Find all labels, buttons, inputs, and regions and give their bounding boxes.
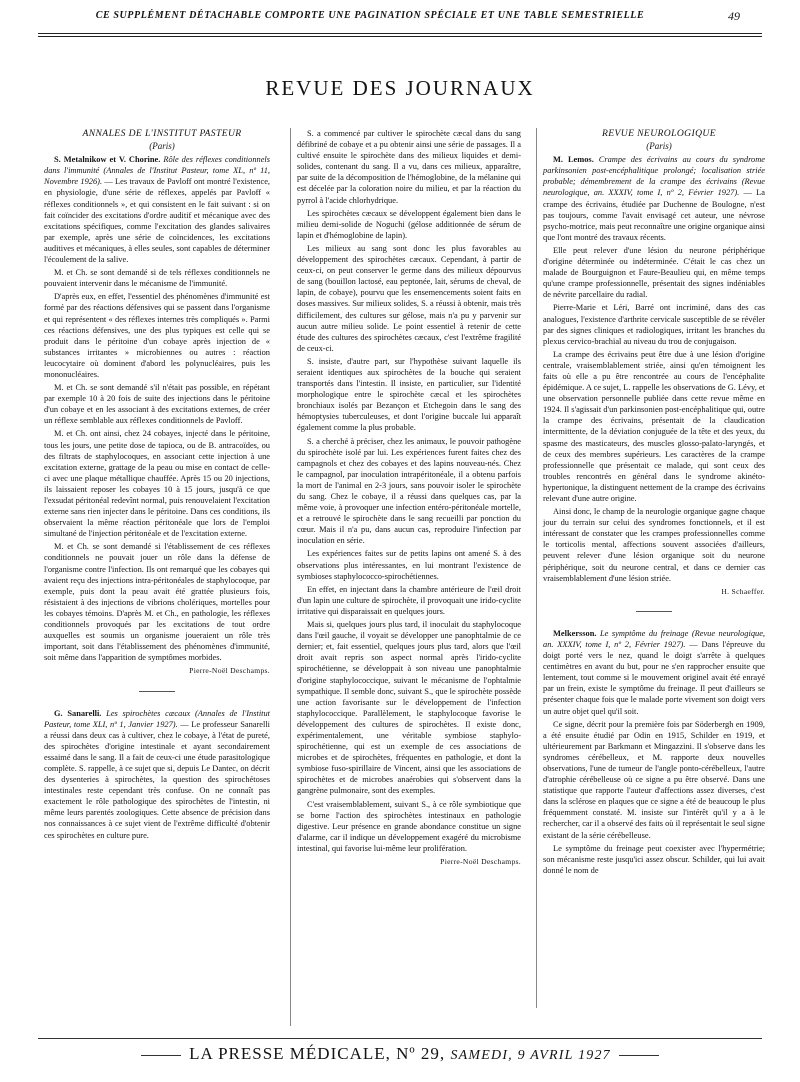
article-separator [139, 691, 175, 692]
article-paragraph: C'est vraisemblablement, suivant S., à ce rôle symbiotique que se borne l'action des spirochètes intestinaux en pathologie digestive. Leur présence en grande abondance constitue un signe d'alarme, car il indique un développement exagéré du microbisme intestinal, qui favorise lui-même leur prolifération. [297, 799, 521, 853]
article-title: Rôle des réflexes conditionnels dans l'immunité (Annales de l'Institut Pasteur, tome XL, nº 11, Novembre 1926). [44, 155, 270, 187]
article-paragraph: Les expériences faites sur de petits lapins ont amené S. à des observations plus intéressantes, en lui montrant l'existence de symbioses staphylococco-spirochétiennes. [297, 549, 521, 581]
article-paragraph: Les spirochètes cæcaux se développent également bien dans le milieu demi-solide de Noguchi (gélose additionnée de sérum de lapin et d'hémoglobine de lapin). [297, 208, 521, 240]
review-article [44, 708, 270, 841]
footer [0, 1044, 800, 1064]
journal-city: (Paris) [149, 141, 175, 152]
footer-date: SAMEDI, 9 AVRIL 1927 [450, 1048, 611, 1063]
article-paragraph: La crampe des écrivains peut être due à une lésion d'origine centrale, vraisemblablement striée, ainsi qu'en témoignent les faits où elle a pu être rencontrée au cours de l'encéphalite épidémique. A ce sujet, L. rappelle les observations de G. Lévy, et une observation personnelle publiée dans cette revue même en 1924. Il s'agissait d'un parkinsonien post-encéphalitique qui, outre la crampe des écrivains, présentait de la claudication intermittente, de la déviation conjuguée de la tête et des yeux, du spasme des masticateurs, des muscles glosso-palato-laryngés, et de ceux des membres supérieurs. Les caractères de la crampe professionnelle que présentait ce malade, qui sont ceux des troubles rencontrés en général dans le syndrome akinéto-hypertonique, la distinguent nettement de la crampe des écrivains relevant d'une autre origine. [543, 349, 765, 503]
article-paragraph: Les milieux au sang sont donc les plus favorables au développement des spirochètes cæcaux. Cependant, à partir de ceux-ci, on peut conserver le germe dans des milieux dépourvus de sang (bouillon lactosé, eau peptonée, lait, sérums de cheval, de lapin, de cobaye), pourvu que les ensemencements soient faits en doses massives. Sur milieux solides, S. a réussi à obtenir, mais très difficilement, des cultures sur gélose, mais n'a pu y parvenir sur aucun autre milieu solide. Le point essentiel à retenir de cette étude des cultures des spirochètes cæcaux, c'est l'extrême fragilité de ceux-ci. [297, 243, 521, 353]
review-article [543, 628, 765, 876]
article-paragraph: S. a cherché à préciser, chez les animaux, le pouvoir pathogène du spirochète isolé par lui. Les expériences furent faites chez des campagnols et chez des cobayes et des lapins nouveau-nés. Chez le campagnol, par inoculation intrapéritonéale, il a obtenu parfois la mort de l'animal en 2-3 jours, sans pouvoir isoler le spirochète du sang. Chez le cobaye, il a réussi dans quelques cas, par la même voie, à provoquer une infection entéro-péritonéale mortelle, et a retrouvé le spirochète dans le sang recueilli par ponction du cœur. Mais il n'a pu, dans aucun cas, reproduire l'infection par inoculation en série. [297, 436, 521, 546]
footer-dash-left [141, 1055, 181, 1056]
article-paragraph: Le symptôme du freinage peut coexister avec l'hypermétrie; son mécanisme reste jusqu'ici assez obscur. Schilder, qui lui avait donné le nom de [543, 843, 765, 875]
article-author: G. Sanarelli. [54, 708, 102, 718]
supplement-notice: CE SUPPLÉMENT DÉTACHABLE COMPORTE UNE PAGINATION SPÉCIALE ET UNE TABLE SEMESTRIELLE [95, 10, 645, 21]
article-paragraph: S. a commencé par cultiver le spirochète cæcal dans du sang défibriné de cobaye et a pu obtenir ainsi une série de passages. Il a cultivé ensuite le spirochète dans des milieux liquides et demi-solides, contenant du sang. Il a vu, dans ces milieux, apparaître, par suite de la décomposition de l'hémoglobine, de la mélanine qui est décelée par la coloration noire du milieu, et par la réaction du pyrrol à l'acide chlorhydrique. [297, 129, 521, 205]
article-paragraph: Ce signe, décrit pour la première fois par Söderbergh en 1909, a été ensuite étudié par Odin en 1915, Schilder en 1919, et ultérieurement par Barkmann et Mingazzini. Il s'observe dans les syndromes cérébelleux, et M. rapporte deux nouvelles observations, l'une de tumeur de l'angle ponto-cérébelleux, l'autre d'atrophie cérébelleuse où ce signe a pu être observé. Dans une statistique que rapporte l'auteur d'affections assez diverses, c'est dans la sclérose en plaques que ce signe a été de beaucoup le plus fréquemment constaté. M. insiste sur l'intérêt qu'il y a à le rechercher, car il a observé des faits où il représentait le seul signe existant de la série cérébelleuse. [543, 719, 765, 840]
article-paragraph: — Les travaux de Pavloff ont montré l'existence, en physiologie, d'une série de réflexes, appelés par Pavloff « réflexes conditionnels », et qui consistent en le fait suivant : si on fait coïncider des excitations d'ordre auditif et mécanique avec des excitations spécifiques, comme l'excitation des glandes salivaires par exemple, après une série de coïncidences, les excitations auditives et mécaniques, à elles seules, sont capables de déterminer l'écoulement de la salive. [44, 177, 270, 265]
article-paragraph: — Le professeur Sanarelli a réussi dans deux cas à cultiver, chez le cobaye, à l'état de pureté, des spirochètes d'origine intestinale et ayant secondairement essaimé dans le sang. Il a fait de ceux-ci une étude parasitologique complète. S. rappelle, à ce sujet que si, depuis Le Dantec, on décrit des dysenteries à spirochètes, la question des spirochétoses intestinales reste cependant très confuse. On ne connaît pas exactement le rôle pathologique des spirochètes de l'intestin, ni même leurs parentés zoologiques. Cette absence de précision dans nos connaissances à ce sujet vient de l'extrême difficulté d'obtenir ces spirochètes en culture pure. [44, 719, 270, 840]
review-article [44, 154, 270, 676]
column-middle [290, 128, 521, 1026]
article-author: M. Lemos. [553, 155, 594, 165]
section-title: REVUE DES JOURNAUX [265, 76, 535, 100]
article-signature: Pierre-Noël Deschamps. [440, 857, 521, 866]
journal-name: REVUE NEUROLOGIQUE [601, 128, 717, 139]
column-left [44, 128, 270, 1048]
footer-dash-right [619, 1055, 659, 1056]
journal-city: (Paris) [646, 141, 672, 152]
article-paragraph: M. et Ch. se sont demandé si l'établissement de ces réflexes conditionnels ne pouvait jouer un rôle dans la défense de l'organisme contre l'infection. Ils ont remarqué que les cobayes qui avaient reçu des injections intra-péritonéales de staphylocoque, par exemple, puis dont la peau avait été grattée plusieurs fois, résistaient à des injections de vibrions cholériques, mortelles pour les cobayes témoins. D'après M. et Ch., en pathologie, les réflexes conditionnels provoqués par les excitations de tout ordre auxquelles est soumis un organisme joueraient un rôle très important, soit dans l'établissement des phénomènes d'immunité, soit même dans l'apparition de symptômes morbides. [44, 542, 270, 663]
header-rule-thin [38, 36, 762, 37]
article-paragraph: Elle peut relever d'une lésion du neurone périphérique d'origine déterminée ou indéterminée. C'était le cas chez un malade de Bourguignon et Faure-Beaulieu qui, en même temps qu'une crampe professionnelle, présentait des signes indéniables de névrite parcellaire du radial. [543, 245, 765, 300]
footer-title: LA PRESSE MÉDICALE, Nº 29, [189, 1044, 446, 1063]
page-number: 49 [728, 9, 740, 23]
article-author: S. Metalnikow et V. Chorine. [54, 155, 161, 165]
article-paragraph: Ainsi donc, le champ de la neurologie organique gagne chaque jour du terrain sur celui des syndromes fonctionnels, et il est intéressant de constater que les crampes professionnelles comme le torticolis mental, affections souvent associées d'ailleurs, peuvent relever d'une lésion organique soit du neurone périphérique, soit du neurone central, et dans ce dernier cas vraisemblablement d'une lésion striée. [543, 507, 765, 583]
article-paragraph: S. insiste, d'autre part, sur l'hypothèse suivant laquelle ils seraient identiques aux spirochètes de la bouche qui seraient transportés dans l'intestin. Il insiste, en particulier, sur l'identité morphologique entre le spirochète cæcal et les spirochètes bronchiaux isolés par Bezançon et Etchegoin dans le sang des hémoptysies tuberculeuses, et dont l'origine buccale lui apparaît également comme la plus probable. [297, 356, 521, 433]
article-paragraph: M. et Ch. se sont demandé s'il n'était pas possible, en répétant par exemple 10 à 20 fois de suite des injections dans le péritoine d'un cobaye et en les associant à des excitations externes, de créer un réflexe semblable aux réflexes conditionnels de Pavloff. [44, 383, 270, 426]
column-right [536, 128, 765, 1008]
article-separator [636, 611, 672, 612]
article-paragraph: Mais si, quelques jours plus tard, il inoculait du staphylocoque dans l'œil gauche, il voyait se développer une panophtalmie de ce dernier; et, fait essentiel, quelques jours plus tard, alors que l'œil droit avait repris son aspect normal après l'irido-cyclite spirochétienne, se développait à son niveau une panophtalmie d'origine staphylococcique, suivant le mécanisme de l'ophtalmie sympathique. Il semble donc, suivant S., que le spirochète possède une action favorisante sur le développement de l'infection staphylococcique. Parallèlement, le staphylocoque favorise le développement des cultures de spirochètes. Il existe donc, expérimentalement, une véritable symbiose staphylo-spirochétienne, qui est un exemple de ces associations de microbes et de spirochètes, fréquentes en pathologie, et dont la symbiose fuso-spirillaire de Vincent, ainsi que les associations de spirochètes et de microbes anaérobies qui s'observent dans la gangrène pulmonaire, sont des exemples. [297, 620, 521, 796]
article-paragraph: D'après eux, en effet, l'essentiel des phénomènes d'immunité est formé par des réactions défensives qui se passent dans l'organisme et qui représentent « des réflexes internes très compliqués ». Parmi ces réactions défensives, une des plus typiques est celle qui se produit dans le péritoine d'un cobaye après injection de « substances irritantes » microbiennes ou autres : réaction leucocytaire où dominent d'abord les polynucléaires, puis les mononucléaires. [44, 292, 270, 379]
article-author: Melkersson. [553, 628, 597, 638]
article-title: Les spirochètes cæcaux (Annales de l'Institut Pasteur, tome XLI, nº 1, Janvier 1927). [44, 708, 270, 729]
article-signature: Pierre-Noël Deschamps. [189, 666, 270, 676]
article-signature: H. Schaeffer. [721, 586, 765, 596]
footer-rule [38, 1038, 762, 1039]
article-title: Crampe des écrivains au cours du syndrome parkinsonien post-encéphalitique prolongé; localisation striée probable; démembrement de la crampe des écrivains (Revue neurologique, an. XXXIV, tome I, nº 2, Février 1927). [543, 155, 765, 198]
article-paragraph: — La crampe des écrivains, étudiée par Duchenne de Boulogne, n'est pas toujours, comme l'avait envisagé cet auteur, une névrose psycho-motrice, mais peut reconnaître une origine organique ainsi que l'ont montré des travaux récents. [543, 188, 765, 242]
article-paragraph: M. et Ch. ont ainsi, chez 24 cobayes, injecté dans le péritoine, tous les jours, une petite dose de tapioca, ou de B. antracoïdes, ou des filtrats de staphylocoques, en associant cette injection à une excitation externe, grattage de la peau ou mise en contact de celle-ci avec une plaque métallique chauffée. Après 15 ou 20 injections, ils laissaient reposer les cobayes 10 à 15 jours, jusqu'à ce que l'exsudat péritonéal redevînt normal, puis renouvelaient l'excitation externe sans rien injecter dans le péritoine. Dans ces conditions, ils observaient la même réaction péritonéale que lors de l'emploi simultané de l'injection péritonéale et de l'excitation externe. [44, 429, 270, 539]
journal-name: ANNALES DE L'INSTITUT PASTEUR [82, 128, 242, 139]
review-article [543, 154, 765, 597]
article-title: Le symptôme du freinage (Revue neurologique, an. XXXIV, tome I, nº 2, Février 1927). [543, 628, 765, 649]
article-paragraph: Pierre-Marie et Léri, Barré ont incriminé, dans des cas analogues, l'existence d'arthrite cervicale susceptible de se révéler par des signes cliniques et radiologiques, irritant les branches du plexus cervico-brachial au niveau du trou de conjugaison. [543, 303, 765, 346]
article-paragraph: — Dans l'épreuve du doigt porté vers le nez, quand le doigt s'arrête à quelques centimètres en avant du but, pour ne s'en rapprocher ensuite que lentement, tout comme si le mouvement originel avait été enrayé par un frein, existe le symptôme du freinage. Il peut d'ailleurs se présenter chaque fois que le malade porte vivement son doigt vers un autre objet quel qu'il soit. [543, 639, 765, 716]
article-paragraph: M. et Ch. se sont demandé si de tels réflexes conditionnels ne pouvaient intervenir dans le mécanisme de l'immunité. [44, 268, 270, 289]
header-rule [38, 33, 762, 34]
article-paragraph: En effet, en injectant dans la chambre antérieure de l'œil droit d'un lapin une culture de spirochète, il provoquait une irido-cyclite irritative qui disparaissait en quelques jours. [297, 584, 521, 616]
